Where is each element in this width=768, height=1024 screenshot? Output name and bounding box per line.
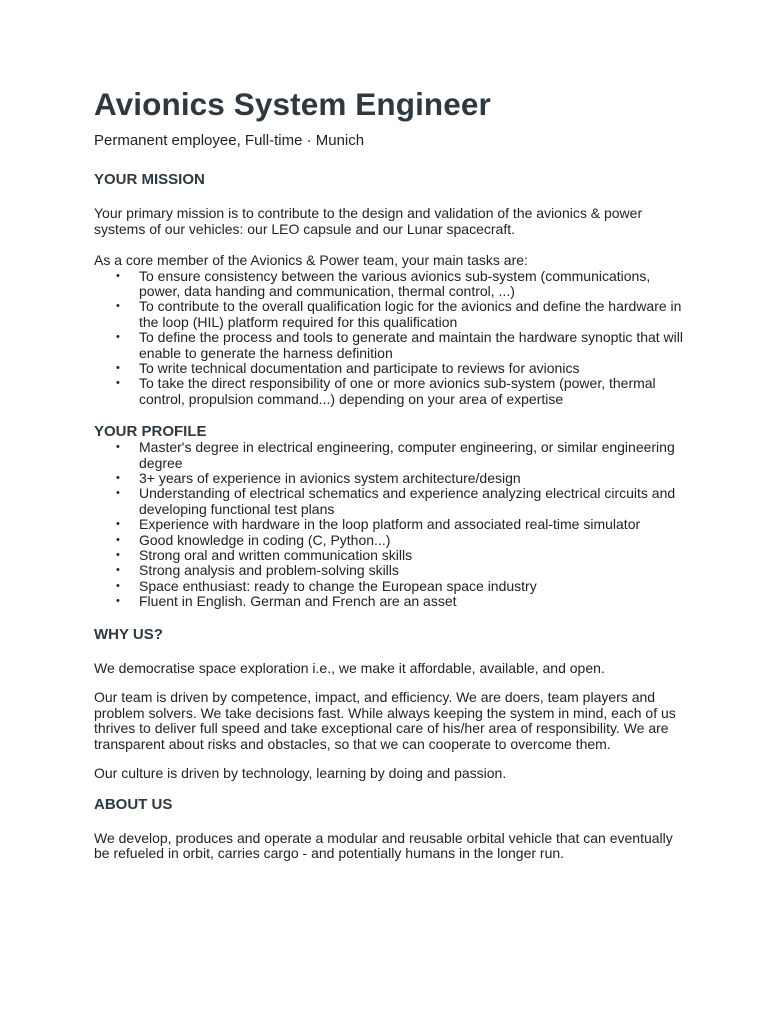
list-item-text: To define the process and tools to generate and maintain the hardware synoptic that will enable to generate the harness definition (139, 329, 683, 361)
list-item-text: Strong analysis and problem-solving skills (139, 562, 399, 579)
list-item-text: Experience with hardware in the loop platform and associated real-time simulator (139, 516, 641, 533)
bullet-icon: • (116, 487, 120, 500)
list-item (94, 533, 688, 548)
job-subtitle: Permanent employee, Full-time · Munich (94, 132, 365, 149)
list-item-text: To take the direct responsibility of one or more avionics sub-system (power, thermal control, propulsion command...) depending on your area of expertise (139, 375, 656, 407)
list-item (94, 563, 688, 578)
list-item (94, 471, 688, 486)
list-item (94, 517, 688, 532)
list-item (94, 579, 688, 594)
list-item-text: Space enthusiast: ready to change the European space industry (139, 577, 537, 594)
list-item (94, 330, 688, 361)
list-item (94, 440, 688, 471)
why-us-paragraph: We democratise space exploration i.e., we make it affordable, available, and open. (94, 659, 605, 676)
bullet-icon: • (116, 471, 120, 484)
list-item (94, 548, 688, 563)
list-item (94, 376, 688, 407)
bullet-icon: • (116, 269, 120, 282)
about-us-heading: ABOUT US (94, 795, 173, 813)
list-item-text: Good knowledge in coding (C, Python...) (139, 531, 391, 548)
page-title: Avionics System Engineer (94, 86, 491, 122)
mission-task-list (94, 269, 688, 408)
profile-list (94, 440, 688, 609)
list-item (94, 594, 688, 609)
why-us-heading: WHY US? (94, 625, 163, 643)
mission-lead: As a core member of the Avionics & Power team, your main tasks are: (94, 252, 528, 268)
mission-heading: YOUR MISSION (94, 171, 205, 188)
bullet-icon: • (116, 533, 120, 546)
bullet-icon: • (116, 579, 120, 592)
bullet-icon: • (116, 377, 120, 390)
list-item-text: To contribute to the overall qualification logic for the avionics and define the hardware in the loop (HIL) platform required for this qualification (139, 298, 682, 330)
bullet-icon: • (116, 441, 120, 454)
list-item (94, 486, 688, 517)
about-us-paragraph: We develop, produces and operate a modular and reusable orbital vehicle that can eventually be refueled in orbit, carries cargo - and potentially humans in the longer run. (94, 829, 673, 862)
list-item-text: Understanding of electrical schematics and experience analyzing electrical circuits and developing functional test plans (139, 485, 676, 517)
why-us-paragraph: Our culture is driven by technology, learning by doing and passion. (94, 765, 507, 782)
why-us-paragraph: Our team is driven by competence, impact, and efficiency. We are doers, team players and problem solvers. We take decisions fast. While always keeping the system in mind, each of us thrives to deliver full speed and take exceptional care of his/her area of responsibility. We are transparent about risks and obstacles, so that we can cooperate to overcome them. (94, 689, 676, 752)
list-item-text: Strong oral and written communication skills (139, 547, 413, 563)
bullet-icon: • (116, 564, 120, 577)
list-item-text: To write technical documentation and participate to reviews for avionics (139, 359, 580, 376)
mission-intro: Your primary mission is to contribute to the design and validation of the avionics & power systems of our vehicles: our LEO capsule and our Lunar spacecraft. (94, 205, 643, 237)
list-item-text: To ensure consistency between the various avionics sub-system (communications, power, data handing and communication, thermal control, ...) (139, 267, 651, 299)
list-item-text: Master's degree in electrical engineering, computer engineering, or similar engineering degree (139, 439, 675, 471)
bullet-icon: • (116, 518, 120, 531)
list-item (94, 269, 688, 300)
list-item (94, 361, 688, 376)
list-item-text: 3+ years of experience in avionics system architecture/design (139, 469, 521, 486)
list-item-text: Fluent in English. German and French are an asset (139, 593, 457, 610)
list-item (94, 299, 688, 330)
profile-heading: YOUR PROFILE (94, 423, 207, 441)
bullet-icon: • (116, 595, 120, 608)
bullet-icon: • (116, 331, 120, 344)
bullet-icon: • (116, 549, 120, 561)
bullet-icon: • (116, 300, 120, 313)
bullet-icon: • (116, 361, 120, 374)
